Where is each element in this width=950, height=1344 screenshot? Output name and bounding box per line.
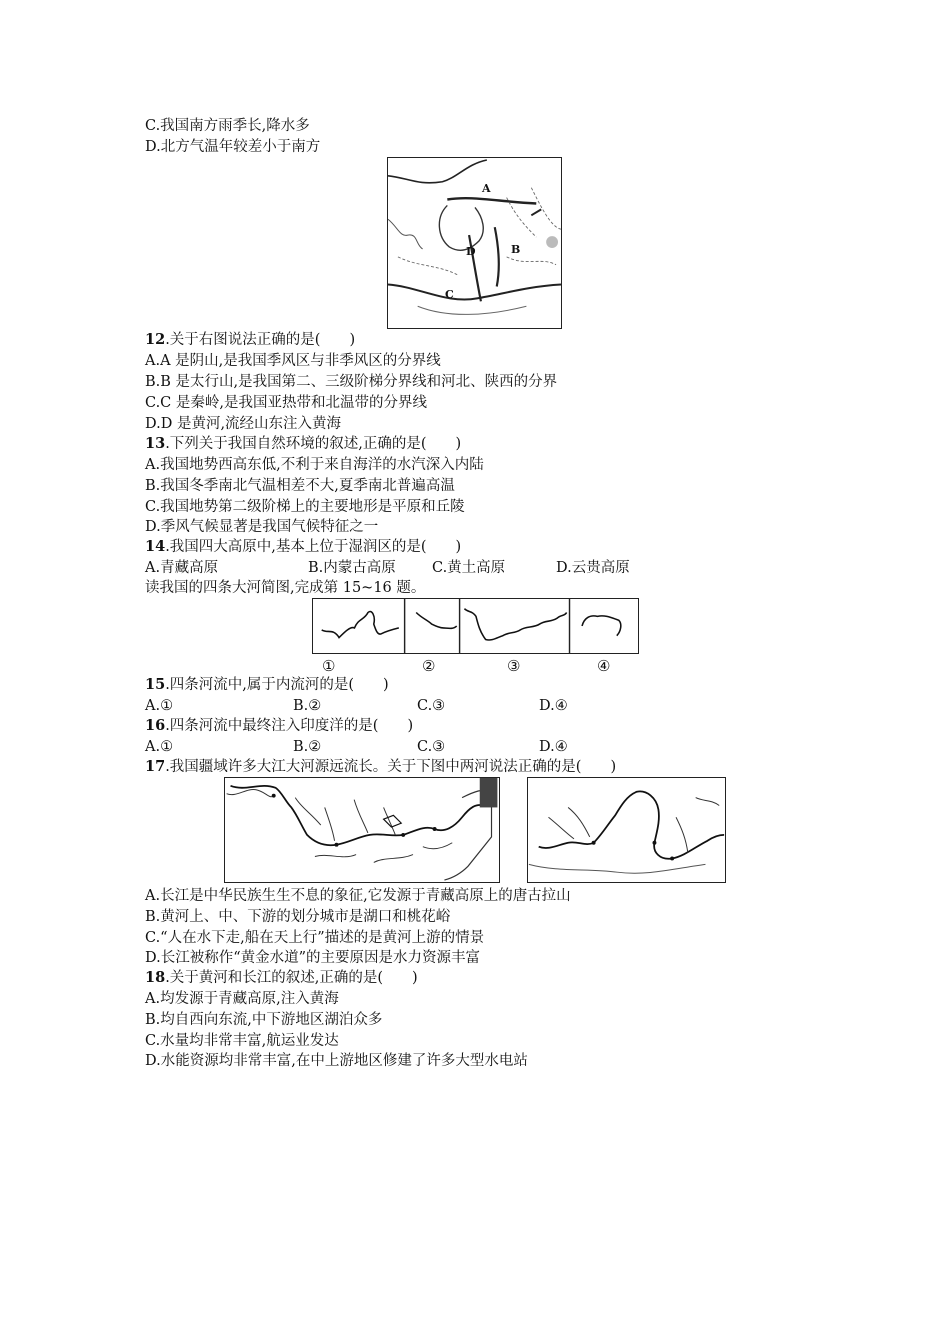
q14-option-a: A.青藏高原 — [145, 560, 219, 576]
q16-option-a: A.① — [145, 739, 174, 755]
q17-option-d: D.长江被称作“黄金水道”的主要原因是水力资源丰富 — [145, 950, 481, 966]
question-14 — [145, 537, 461, 557]
q16-option-b: B.② — [293, 739, 322, 755]
q15-option-a: A.① — [145, 698, 174, 714]
question-16 — [145, 716, 413, 736]
q18-option-b: B.均自西向东流,中下游地区湖泊众多 — [145, 1012, 383, 1028]
question-number: 16 — [145, 717, 166, 734]
yellow-river-drawing — [528, 778, 725, 882]
q13-option-a: A.我国地势西高东低,不利于来自海洋的水汽深入内陆 — [145, 457, 484, 473]
q16-option-d: D.④ — [539, 739, 568, 755]
map-label-a: A — [482, 182, 491, 195]
q12-option-a: A.A 是阴山,是我国季风区与非季风区的分界线 — [145, 353, 441, 369]
q13-option-c: C.我国地势第二级阶梯上的主要地形是平原和丘陵 — [145, 499, 465, 515]
q12-option-c: C.C 是秦岭,是我国亚热带和北温带的分界线 — [145, 395, 427, 411]
q15-option-d: D.④ — [539, 698, 568, 714]
q17-option-a: A.长江是中华民族生生不息的象征,它发源于青藏高原上的唐古拉山 — [145, 888, 571, 904]
q18-option-c: C.水量均非常丰富,航运业发达 — [145, 1033, 339, 1049]
q18-option-a: A.均发源于青藏高原,注入黄海 — [145, 991, 339, 1007]
q16-option-c: C.③ — [417, 739, 446, 755]
river-number-1: ① — [322, 657, 336, 675]
question-18 — [145, 968, 418, 988]
river-number-3: ③ — [507, 657, 521, 675]
q14-option-b: B.内蒙古高原 — [308, 560, 396, 576]
q15-option-c: C.③ — [417, 698, 446, 714]
map-label-d: D — [466, 245, 476, 258]
q14-options — [145, 558, 630, 578]
question-stem: .关于右图说法正确的是( ) — [165, 332, 356, 348]
q16-options — [145, 737, 568, 757]
reading-intro: 读我国的四条大河简图,完成第 15~16 题。 — [145, 580, 426, 596]
map-drawing — [388, 158, 561, 328]
map-label-c: C — [445, 288, 454, 301]
rivers-drawing — [313, 599, 638, 653]
question-stem: .四条河流中最终注入印度洋的是( ) — [165, 718, 414, 734]
yellow-river-map — [527, 777, 726, 883]
question-13 — [145, 434, 461, 454]
option-c-line: C.我国南方雨季长,降水多 — [145, 118, 310, 134]
option-d-line: D.北方气温年较差小于南方 — [145, 139, 321, 155]
yangtze-drawing — [225, 778, 499, 882]
q17-option-b: B.黄河上、中、下游的划分城市是湖口和桃花峪 — [145, 909, 451, 925]
question-number: 15 — [145, 676, 166, 693]
question-stem: .关于黄河和长江的叙述,正确的是( ) — [165, 970, 418, 986]
q13-option-b: B.我国冬季南北气温相差不大,夏季南北普遍高温 — [145, 478, 455, 494]
map-label-b: B — [511, 243, 521, 256]
q14-option-d: D.云贵高原 — [556, 560, 630, 576]
question-number: 14 — [145, 538, 166, 555]
question-stem: .我国疆域许多大江大河源远流长。关于下图中两河说法正确的是( ) — [165, 759, 617, 775]
question-15 — [145, 675, 389, 695]
q12-option-b: B.B 是太行山,是我国第二、三级阶梯分界线和河北、陕西的分界 — [145, 374, 558, 390]
q13-option-d: D.季风气候显著是我国气候特征之一 — [145, 519, 379, 535]
q17-option-c: C.“人在水下走,船在天上行”描述的是黄河上游的情景 — [145, 930, 485, 946]
river-number-4: ④ — [597, 657, 611, 675]
yangtze-river-map — [224, 777, 500, 883]
q15-options — [145, 696, 568, 716]
map-figure-china-mountains — [387, 157, 562, 329]
q14-option-c: C.黄土高原 — [432, 560, 506, 576]
q18-option-d: D.水能资源均非常丰富,在中上游地区修建了许多大型水电站 — [145, 1053, 528, 1069]
river-number-2: ② — [422, 657, 436, 675]
question-17 — [145, 757, 616, 777]
question-stem: .四条河流中,属于内流河的是( ) — [165, 677, 389, 693]
question-number: 13 — [145, 435, 166, 452]
question-stem: .我国四大高原中,基本上位于湿润区的是( ) — [165, 539, 462, 555]
rivers-figure — [312, 598, 639, 654]
question-12 — [145, 330, 355, 350]
question-number: 18 — [145, 969, 166, 986]
question-number: 12 — [145, 331, 166, 348]
question-number: 17 — [145, 758, 166, 775]
question-stem: .下列关于我国自然环境的叙述,正确的是( ) — [165, 436, 462, 452]
q15-option-b: B.② — [293, 698, 322, 714]
q12-option-d: D.D 是黄河,流经山东注入黄海 — [145, 416, 342, 432]
